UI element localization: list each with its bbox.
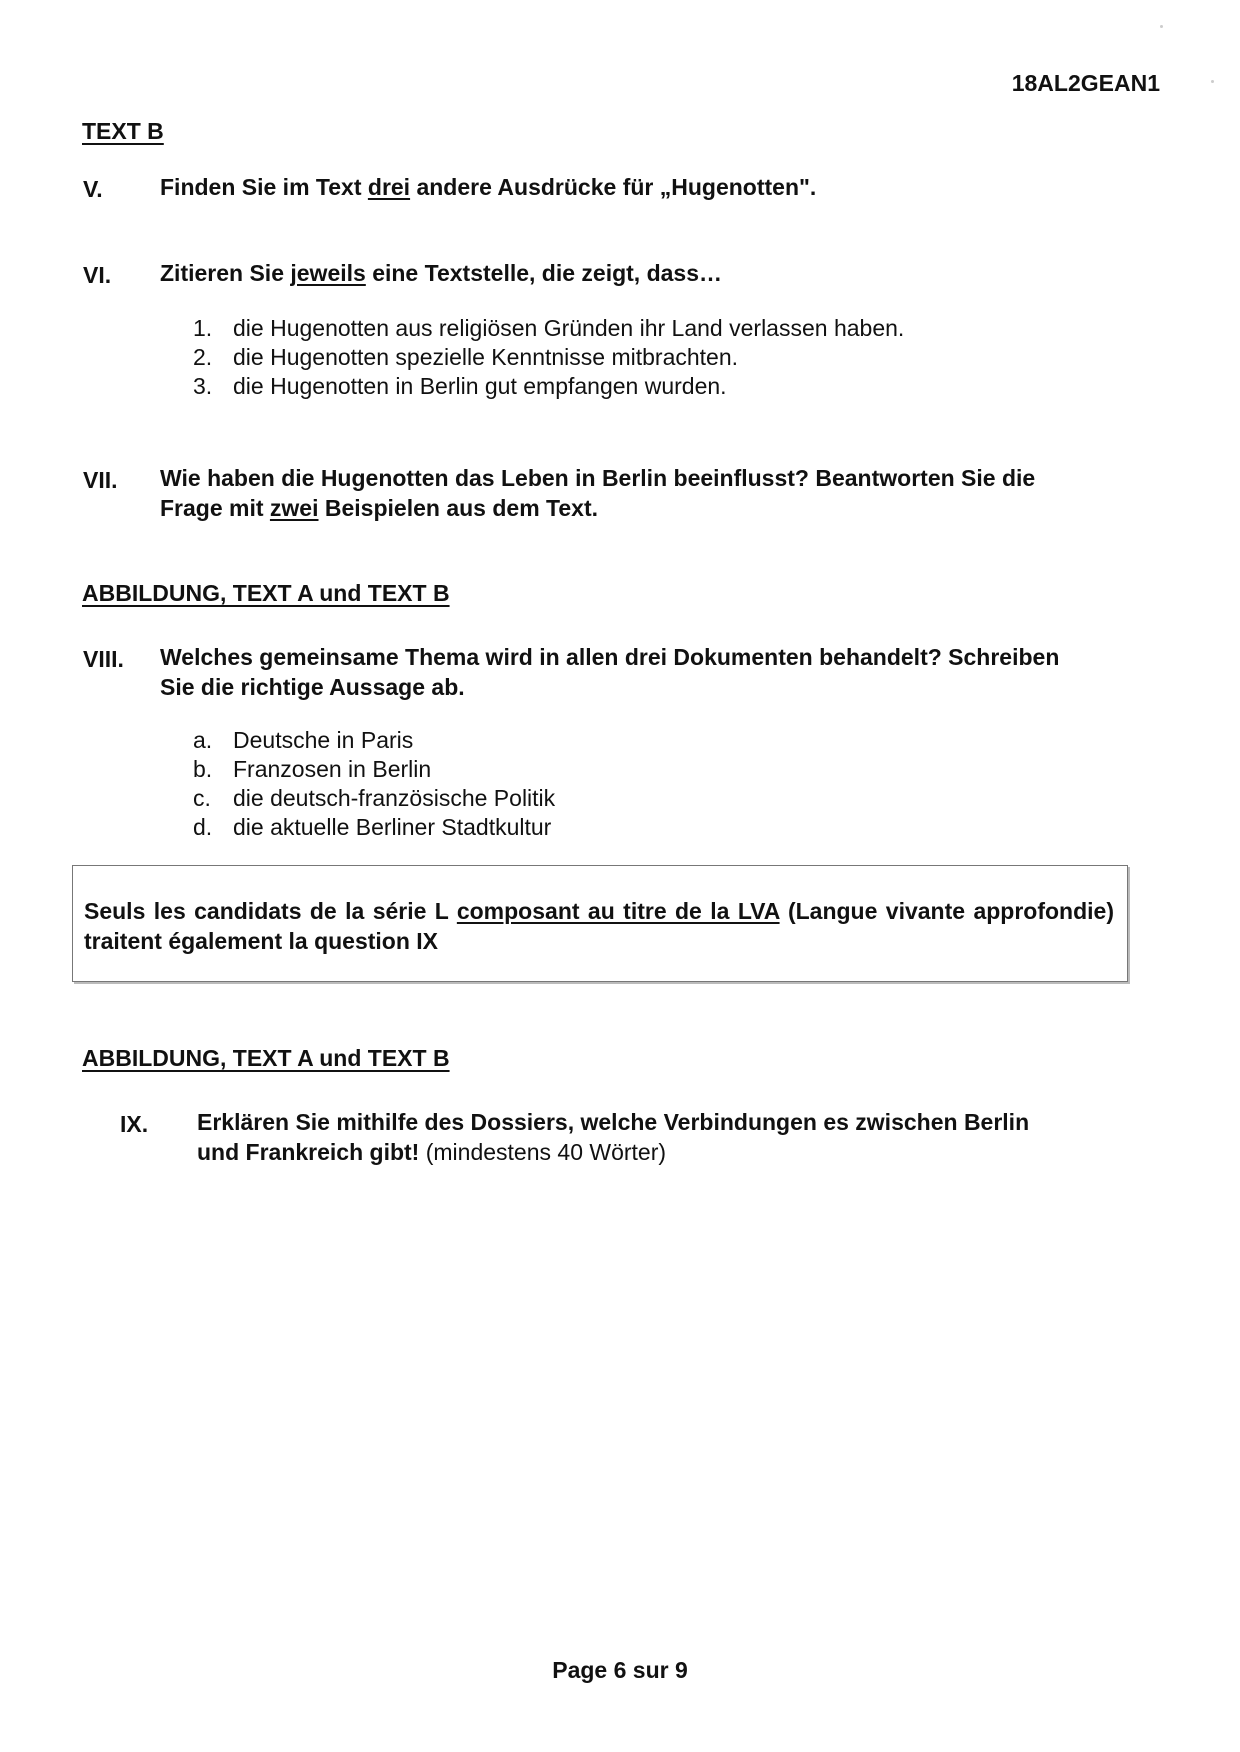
question-text-line: Wie haben die Hugenotten das Leben in Berlin beeinflusst? Beantworten Sie die [160, 465, 1036, 491]
question-text-line: Welches gemeinsame Thema wird in allen drei Dokumenten behandelt? Schreiben [160, 644, 1060, 670]
notice-text-part: (Langue vivante approfondie) traitent également la question IX [84, 898, 1114, 954]
list-item-text: Franzosen in Berlin [233, 756, 432, 782]
question-vi-text [160, 258, 1150, 288]
list-item [193, 784, 555, 813]
list-item-text: die Hugenotten aus religiösen Gründen ihr Land verlassen haben. [233, 315, 905, 341]
question-text-part: Zitieren Sie [160, 260, 291, 286]
lva-notice-text [84, 896, 1114, 956]
question-viii-text [160, 642, 1150, 702]
underlined-word: drei [367, 174, 411, 200]
list-item [193, 755, 555, 784]
question-text-part: Frage mit [160, 495, 270, 521]
underlined-word: jeweils [290, 260, 366, 286]
section-heading-abbildung: ABBILDUNG, TEXT A und TEXT B [82, 580, 450, 606]
question-number: VIII. [83, 646, 124, 672]
word-count-hint: (mindestens 40 Wörter) [419, 1139, 667, 1165]
page-number: Page 6 sur 9 [552, 1657, 688, 1683]
question-viii-options [193, 726, 555, 842]
document-code: 18AL2GEAN1 [1011, 70, 1160, 96]
question-text-part: Finden Sie im Text [160, 174, 368, 200]
question-v-text [160, 172, 1150, 202]
list-item [193, 813, 555, 842]
list-item [193, 343, 904, 372]
question-text-part: Beispielen aus dem Text. [318, 495, 599, 521]
list-item [193, 314, 904, 343]
list-item [193, 372, 904, 401]
scan-speck [1160, 25, 1163, 28]
underlined-phrase: composant au titre de la LVA [456, 898, 780, 924]
list-item-text: die Hugenotten in Berlin gut empfangen wurden. [233, 373, 727, 399]
list-item-text: Deutsche in Paris [233, 727, 414, 753]
question-text-line: Erklären Sie mithilfe des Dossiers, welche Verbindungen es zwischen Berlin [197, 1109, 1030, 1135]
list-marker: 3. [193, 373, 213, 399]
scan-speck [1211, 80, 1214, 83]
list-marker: b. [193, 756, 213, 782]
question-number: V. [83, 176, 103, 202]
lva-notice-box [72, 865, 1128, 982]
question-number: VII. [83, 467, 118, 493]
list-item [193, 726, 555, 755]
question-vii-text [160, 463, 1150, 523]
list-item-text: die aktuelle Berliner Stadtkultur [233, 814, 552, 840]
question-text-part: andere Ausdrücke für „Hugenotten". [410, 174, 817, 200]
section-heading-text-b: TEXT B [82, 118, 164, 144]
list-marker: c. [193, 785, 211, 811]
list-marker: d. [193, 814, 213, 840]
question-text-line: Sie die richtige Aussage ab. [160, 674, 465, 700]
question-text-part: und Frankreich gibt! [197, 1139, 420, 1165]
list-marker: 2. [193, 344, 213, 370]
question-number: IX. [120, 1111, 149, 1137]
list-marker: a. [193, 727, 213, 753]
question-text-line [160, 493, 1150, 523]
list-marker: 1. [193, 315, 213, 341]
question-text-part: eine Textstelle, die zeigt, dass… [365, 260, 723, 286]
question-number: VI. [83, 262, 112, 288]
question-vi-list [193, 314, 904, 401]
underlined-word: zwei [269, 495, 319, 521]
list-item-text: die Hugenotten spezielle Kenntnisse mitbrachten. [233, 344, 739, 370]
notice-text-part: Seuls les candidats de la série L [84, 898, 457, 924]
question-text-line [197, 1137, 1147, 1167]
question-ix-text [197, 1107, 1147, 1167]
section-heading-abbildung-lva: ABBILDUNG, TEXT A und TEXT B [82, 1045, 450, 1071]
list-item-text: die deutsch-französische Politik [233, 785, 556, 811]
